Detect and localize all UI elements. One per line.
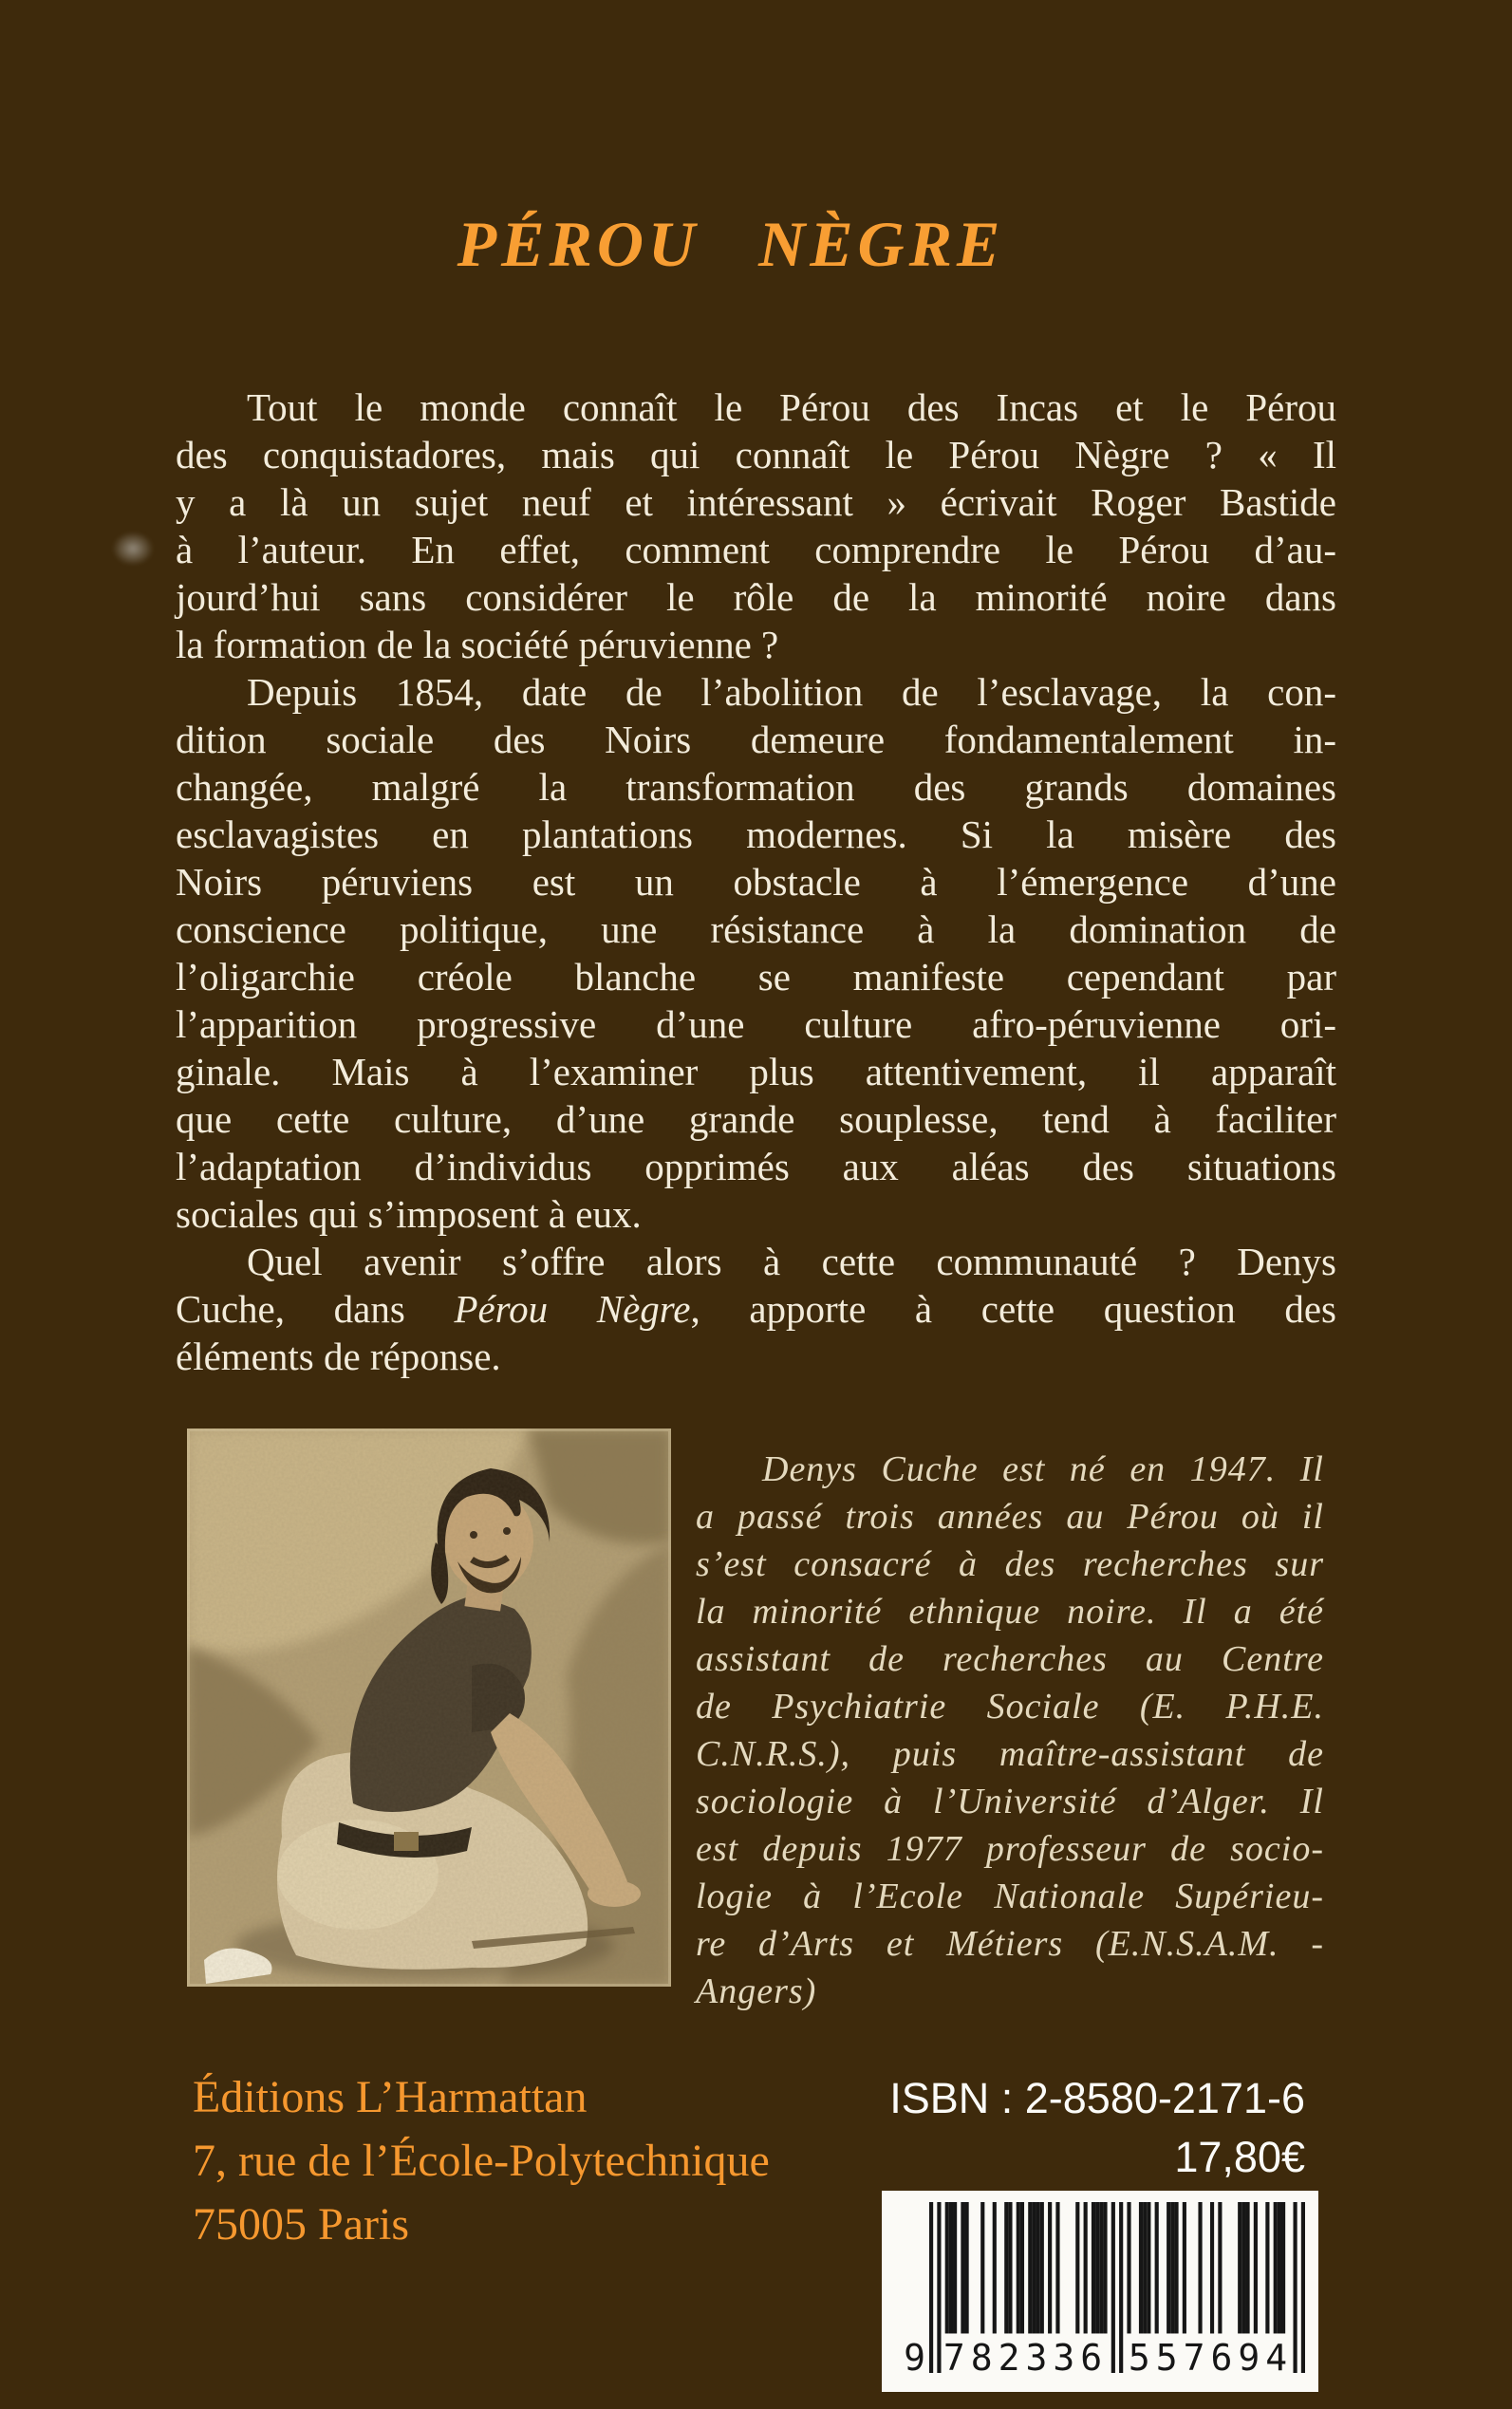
isbn-price-block	[831, 2069, 1305, 2187]
book-title: PÉROU NÈGRE	[457, 208, 1005, 280]
publisher-city: 75005 Paris	[193, 2199, 409, 2250]
blurb-line: Tout le monde connaît le Pérou des Incas et le Pérou	[247, 385, 1336, 429]
bio-line: s’est consacré à des recherches sur	[696, 1544, 1324, 1584]
bio-line: Denys Cuche est né en 1947. Il	[762, 1449, 1324, 1489]
blurb-line: sociales qui s’imposent à eux.	[176, 1192, 642, 1236]
blurb-line: à l’auteur. En effet, comment comprendre le Pérou d’au-	[176, 528, 1336, 571]
blurb-line: ginale. Mais à l’examiner plus attentivement, il apparaît	[176, 1050, 1336, 1093]
bio-line: est depuis 1977 professeur de socio-	[696, 1829, 1324, 1869]
blurb-line: l’adaptation d’individus opprimés aux aléas des situations	[176, 1145, 1336, 1188]
bio-line: Angers)	[696, 1971, 817, 2011]
author-photo	[187, 1429, 671, 1987]
blurb-line: Depuis 1854, date de l’abolition de l’esclavage, la con-	[247, 670, 1336, 714]
blurb-line: Quel avenir s’offre alors à cette communauté ? Denys	[247, 1240, 1336, 1283]
barcode-digits-left: 782336	[943, 2337, 1109, 2379]
blurb-line: y a là un sujet neuf et intéressant » écrivait Roger Bastide	[176, 480, 1336, 524]
bio-line: re d’Arts et Métiers (E.N.S.A.M. -	[696, 1924, 1324, 1964]
isbn-text: ISBN : 2-8580-2171-6	[889, 2074, 1305, 2122]
blurb-line: Noirs péruviens est un obstacle à l’émergence d’une	[176, 860, 1336, 904]
blurb-line: dition sociale des Noirs demeure fondamentalement in-	[176, 718, 1336, 761]
blurb-line: changée, malgré la transformation des grands domaines	[176, 765, 1336, 809]
author-bio	[696, 1446, 1324, 2015]
blurb-line: l’apparition progressive d’une culture afro-péruvienne ori-	[176, 1002, 1336, 1046]
publisher-name: Éditions L’Harmattan	[193, 2072, 588, 2122]
book-title-inline: Pérou Nègre	[454, 1287, 691, 1331]
blurb-line: que cette culture, d’une grande souplesse, tend à faciliter	[176, 1097, 1336, 1141]
blurb-line	[176, 1285, 1336, 1333]
blurb-line: esclavagistes en plantations modernes. Si la misère des	[176, 812, 1336, 856]
barcode-digits-right: 557694	[1128, 2337, 1294, 2379]
bio-line: sociologie à l’Université d’Alger. Il	[696, 1782, 1324, 1821]
bio-line: de Psychiatrie Sociale (E. P.H.E.	[696, 1687, 1324, 1727]
bio-line: C.N.R.S.), puis maître-assistant de	[696, 1734, 1324, 1774]
blurb-text: Cuche, dans	[176, 1287, 455, 1331]
bio-line: assistant de recherches au Centre	[696, 1639, 1324, 1679]
back-cover-blurb	[176, 383, 1336, 1380]
ean13-barcode	[882, 2191, 1318, 2392]
publisher-address	[193, 2065, 914, 2256]
blurb-line: jourd’hui sans considérer le rôle de la minorité noire dans	[176, 575, 1336, 619]
blurb-text: , apporte à cette question des	[690, 1287, 1336, 1331]
blurb-line: conscience politique, une résistance à la domination de	[176, 907, 1336, 951]
blurb-line: l’oligarchie créole blanche se manifeste cependant par	[176, 955, 1336, 999]
price-text: 17,80€	[1174, 2133, 1305, 2181]
print-artifact	[112, 532, 154, 566]
blurb-line: des conquistadores, mais qui connaît le Pérou Nègre ? « Il	[176, 433, 1336, 476]
bio-line: la minorité ethnique noire. Il a été	[696, 1592, 1324, 1632]
bio-line: logie à l’Ecole Nationale Supérieu-	[696, 1877, 1324, 1916]
barcode-digit-first: 9	[904, 2337, 925, 2379]
author-photo-illustration	[187, 1429, 671, 1987]
blurb-line: éléments de réponse.	[176, 1335, 501, 1378]
bio-line: a passé trois années au Pérou où il	[696, 1497, 1324, 1537]
blurb-line: la formation de la société péruvienne ?	[176, 623, 779, 666]
publisher-street: 7, rue de l’École-Polytechnique	[193, 2136, 770, 2186]
